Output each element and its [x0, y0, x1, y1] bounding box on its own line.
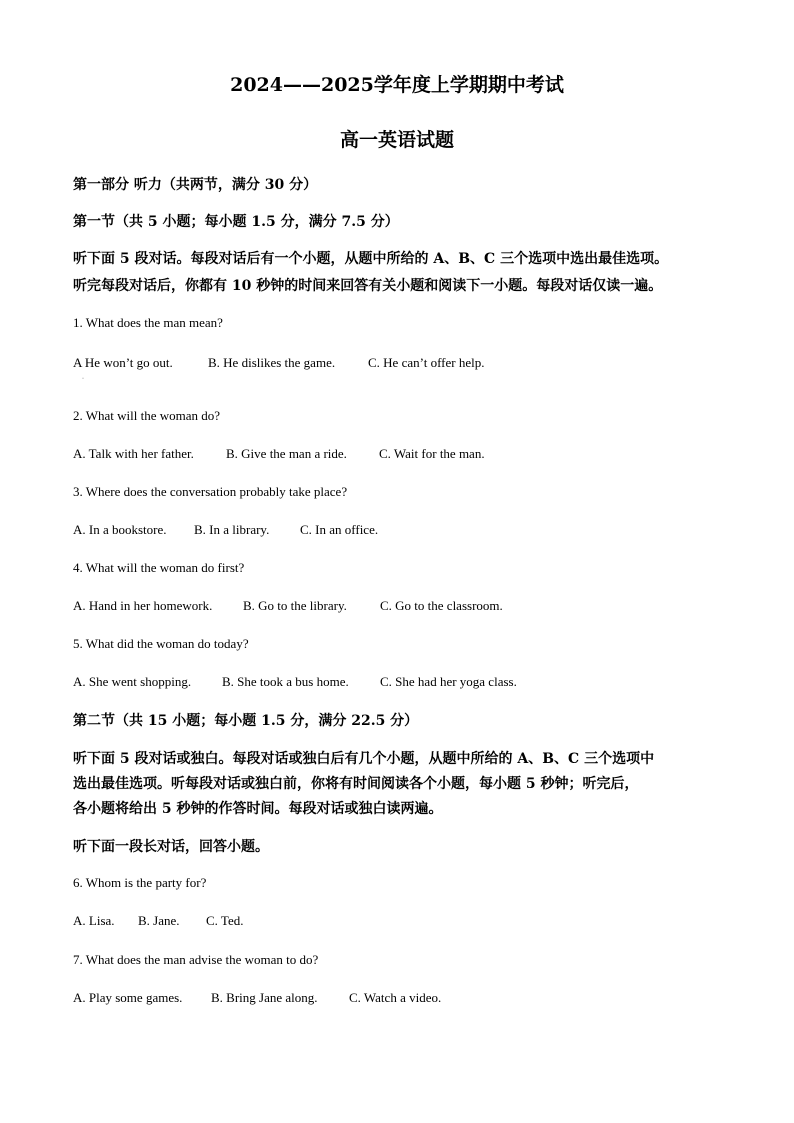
option-6a: A. Lisa.: [73, 913, 115, 928]
option-2b: B. Give the man a ride.: [226, 446, 347, 461]
option-6b: B. Jane.: [138, 913, 180, 928]
option-7a: A. Play some games.: [73, 990, 183, 1005]
option-4a: A. Hand in her homework.: [73, 598, 213, 613]
option-3a: A. In a bookstore.: [73, 522, 167, 537]
exam-subtitle: 高一英语试题: [339, 129, 454, 151]
stray-dot: ·: [82, 376, 84, 382]
question-2: 2. What will the woman do?: [73, 408, 221, 423]
option-1a: A He won’t go out.: [73, 355, 173, 370]
section1-instruction-line: 听完每段对话后，你都有 10 秒钟的时间来回答有关小题和阅读下一小题。每段对话仅读一遍。: [73, 278, 663, 294]
option-7c: C. Watch a video.: [349, 990, 442, 1005]
option-1c: C. He can’t offer help.: [368, 355, 485, 370]
option-5b: B. She took a bus home.: [222, 674, 349, 689]
option-5a: A. She went shopping.: [73, 674, 192, 689]
option-4b: B. Go to the library.: [243, 598, 347, 613]
section2-instruction-line: 选出最佳选项。听每段对话或独白前，你将有时间阅读各个小题，每小题 5 秒钟；听完后，: [73, 776, 639, 792]
passage-heading: 听下面一段长对话，回答小题。: [73, 839, 269, 855]
section1-heading: 第一节（共 5 小题；每小题 1.5 分，满分 7.5 分）: [73, 214, 399, 230]
option-4c: C. Go to the classroom.: [380, 598, 503, 613]
question-6: 6. Whom is the party for?: [73, 875, 207, 890]
section2-instruction-line: 各小题将给出 5 秒钟的作答时间。每段对话或独白读两遍。: [73, 801, 443, 817]
exam-title: 2024——2025学年度上学期期中考试: [230, 74, 564, 96]
question-4: 4. What will the woman do first?: [73, 560, 245, 575]
option-3b: B. In a library.: [194, 522, 270, 537]
option-3c: C. In an office.: [300, 522, 379, 537]
section1-instruction-line: 听下面 5 段对话。每段对话后有一个小题，从题中所给的 A、B、C 三个选项中选出最佳选项。: [73, 251, 669, 267]
question-5: 5. What did the woman do today?: [73, 636, 249, 651]
question-7: 7. What does the man advise the woman to do?: [73, 952, 319, 967]
section2-instruction-line: 听下面 5 段对话或独白。每段对话或独白后有几个小题，从题中所给的 A、B、C 三个选项中: [73, 751, 655, 767]
option-7b: B. Bring Jane along.: [211, 990, 318, 1005]
option-2c: C. Wait for the man.: [379, 446, 485, 461]
section2-heading: 第二节（共 15 小题；每小题 1.5 分，满分 22.5 分）: [73, 713, 419, 729]
part1-heading: 第一部分 听力（共两节，满分 30 分）: [73, 177, 318, 193]
option-5c: C. She had her yoga class.: [380, 674, 517, 689]
option-6c: C. Ted.: [206, 913, 244, 928]
option-1b: B. He dislikes the game.: [208, 355, 336, 370]
question-1: 1. What does the man mean?: [73, 315, 223, 330]
option-2a: A. Talk with her father.: [73, 446, 194, 461]
question-3: 3. Where does the conversation probably take place?: [73, 484, 348, 499]
